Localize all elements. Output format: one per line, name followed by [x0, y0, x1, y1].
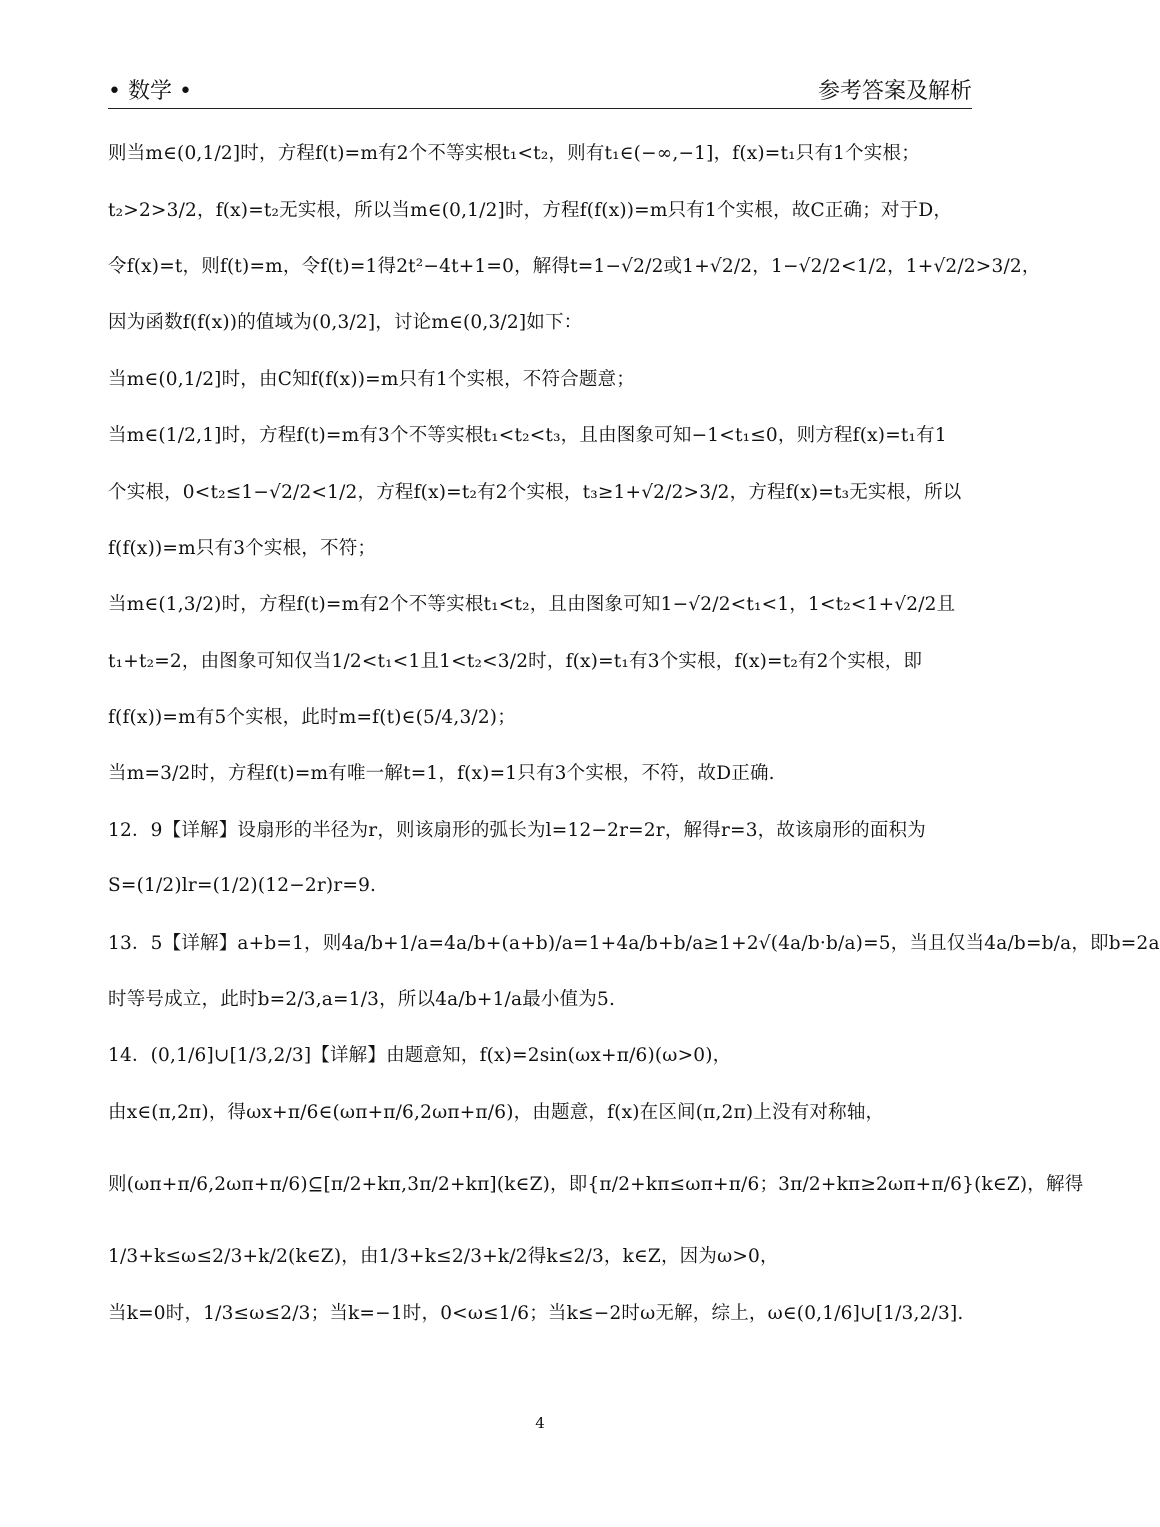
text-line: t₁+t₂=2，由图象可知仅当1/2<t₁<1且1<t₂<3/2时，f(x)=t₁有3个实根，f(x)=t₂有2个实根，即	[108, 650, 923, 672]
text-line: 由x∈(π,2π)，得ωx+π/6∈(ωπ+π/6,2ωπ+π/6)，由题意，f(x)在区间(π,2π)上没有对称轴，	[108, 1101, 885, 1123]
subject-label: • 数学 •	[108, 79, 192, 104]
problem-12: 12．9【详解】设扇形的半径为r，则该扇形的弧长为l=12−2r=2r，解得r=3，故该扇形的面积为	[108, 819, 926, 841]
text-line: 因为函数f(f(x))的值域为(0,3/2]，讨论m∈(0,3/2]如下：	[108, 312, 583, 334]
page-header	[108, 78, 972, 109]
text-line: 时等号成立，此时b=2/3,a=1/3，所以4a/b+1/a最小值为5.	[108, 989, 616, 1011]
text-line: 则当m∈(0,1/2]时，方程f(t)=m有2个不等实根t₁<t₂，则有t₁∈(−∞,−1]，f(x)=t₁只有1个实根；	[108, 143, 920, 165]
section-title: 参考答案及解析	[817, 79, 972, 104]
text-line: 令f(x)=t，则f(t)=m，令f(t)=1得2t²−4t+1=0，解得t=1−√2/2或1+√2/2，1−√2/2<1/2，1+√2/2>3/2，	[108, 255, 1041, 277]
text-line: f(f(x))=m有5个实根，此时m=f(t)∈(5/4,3/2)；	[108, 707, 516, 729]
text-line: 1/3+k≤ω≤2/3+k/2(k∈Z)，由1/3+k≤2/3+k/2得k≤2/3，k∈Z，因为ω>0，	[108, 1246, 779, 1268]
problem-13: 13．5【详解】a+b=1，则4a/b+1/a=4a/b+(a+b)/a=1+4a/b+b/a≥1+2√(4a/b·b/a)=5，当且仅当4a/b=b/a，即b=2a	[108, 932, 1160, 954]
solution-body	[108, 124, 1160, 1340]
text-line: 当m∈(0,1/2]时，由C知f(f(x))=m只有1个实根，不符合题意；	[108, 368, 635, 390]
text-line: t₂>2>3/2，f(x)=t₂无实根，所以当m∈(0,1/2]时，方程f(f(x))=m只有1个实根，故C正确；对于D，	[108, 199, 953, 221]
problem-14: 14．(0,1/6]∪[1/3,2/3]【详解】由题意知，f(x)=2sin(ωx+π/6)(ω>0)，	[108, 1045, 732, 1067]
text-line: 当m=3/2时，方程f(t)=m有唯一解t=1，f(x)=1只有3个实根，不符，故D正确.	[108, 763, 775, 785]
text-line: 当m∈(1/2,1]时，方程f(t)=m有3个不等实根t₁<t₂<t₃，且由图象可知−1<t₁≤0，则方程f(x)=t₁有1	[108, 425, 947, 447]
text-line: 当m∈(1,3/2)时，方程f(t)=m有2个不等实根t₁<t₂，且由图象可知1−√2/2<t₁<1，1<t₂<1+√2/2且	[108, 594, 956, 616]
text-line: 个实根，0<t₂≤1−√2/2<1/2，方程f(x)=t₂有2个实根，t₃≥1+√2/2>3/2，方程f(x)=t₃无实根，所以	[108, 481, 962, 503]
text-line: 当k=0时，1/3≤ω≤2/3；当k=−1时，0<ω≤1/6；当k≤−2时ω无解，综上，ω∈(0,1/6]∪[1/3,2/3].	[108, 1302, 964, 1324]
text-line: S=(1/2)lr=(1/2)(12−2r)r=9.	[108, 874, 377, 896]
text-line: f(f(x))=m只有3个实根，不符；	[108, 537, 377, 559]
text-line: 则(ωπ+π/6,2ωπ+π/6)⊆[π/2+kπ,3π/2+kπ](k∈Z)，即{π/2+kπ≤ωπ+π/6；3π/2+kπ≥2ωπ+π/6}(k∈Z)，解得	[108, 1174, 1084, 1196]
page-number: 4	[535, 1414, 545, 1432]
